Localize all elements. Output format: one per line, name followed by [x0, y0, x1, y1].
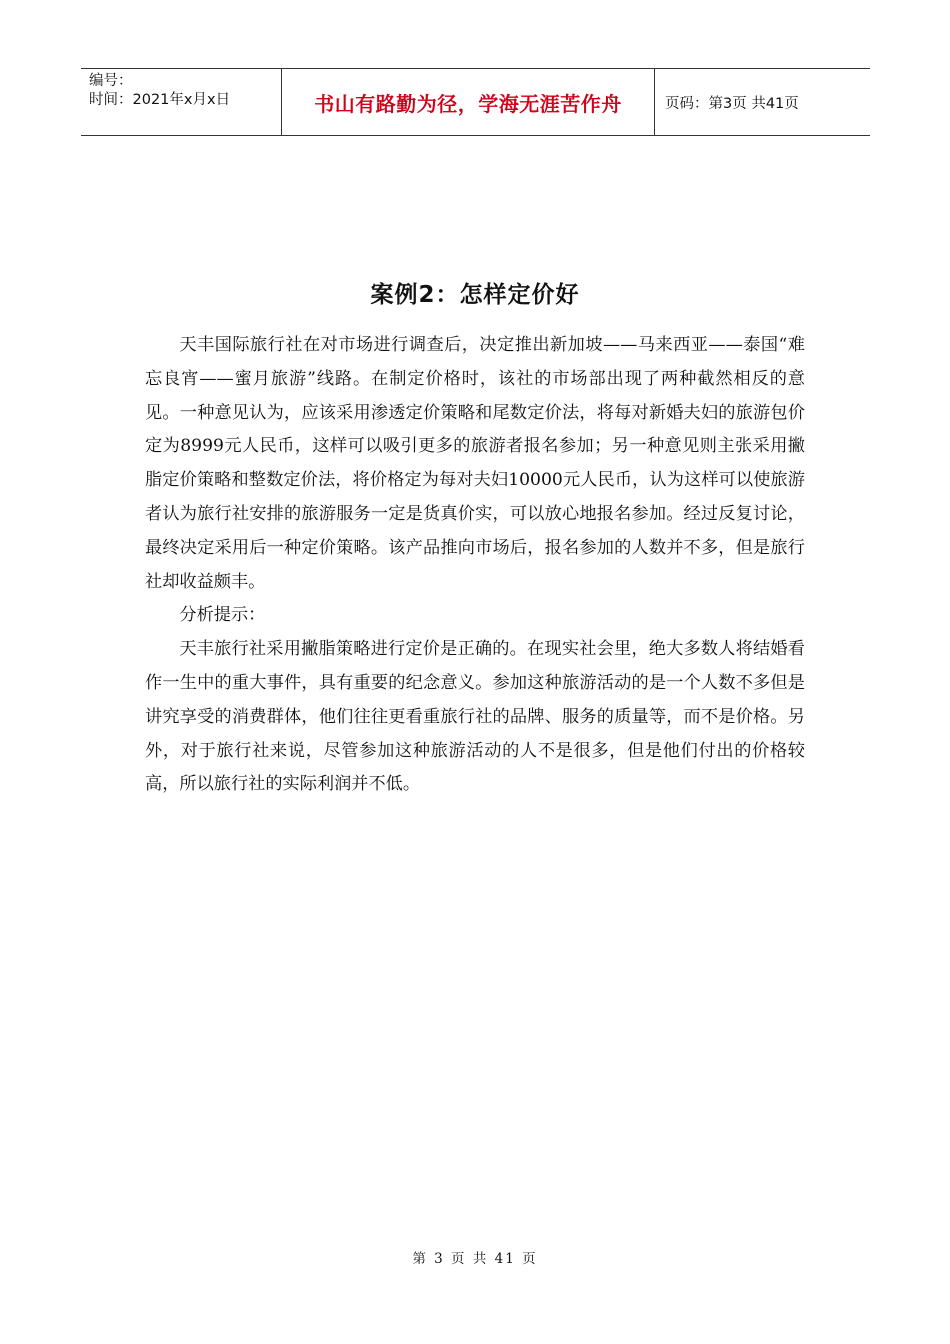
paragraph-analysis-heading: 分析提示：	[179, 605, 266, 626]
date-label: 时间：2021年x月x日	[89, 92, 231, 108]
document-title: 案例2：怎样定价好	[370, 282, 580, 308]
paragraph-analysis: 天丰旅行社采用撇脂策略进行定价是正确的。在现实社会里，绝大多数人将结婚看作一生中的重大事件，具有重要的纪念意义。参加这种旅游活动的是一个人数不多但是讲究享受的消费群体，他们往往更看重旅行社的品牌、服务的质量等，而不是价格。另外，对于旅行社来说，尽管参加这种旅游活动的人不是很多，但是他们付出的价格较高，所以旅行社的实际利润并不低。	[145, 639, 805, 795]
number-label: 编号：	[89, 73, 133, 89]
page-label: 页码：第3页 共41页	[665, 95, 799, 112]
document-body	[145, 329, 805, 802]
header-page-cell	[655, 69, 870, 135]
header-table	[81, 68, 870, 136]
page-footer: 第 3 页 共 41 页	[412, 1251, 538, 1267]
motto-text: 书山有路勤为径，学海无涯苦作舟	[314, 91, 622, 116]
header-meta-cell	[81, 69, 282, 135]
paragraph-case: 天丰国际旅行社在对市场进行调查后，决定推出新加坡——马来西亚——泰国“难忘良宵——蜜月旅游”线路。在制定价格时，该社的市场部出现了两种截然相反的意见。一种意见认为，应该采用渗透定价策略和尾数定价法，将每对新婚夫妇的旅游包价定为8999元人民币，这样可以吸引更多的旅游者报名参加；另一种意见则主张采用撇脂定价策略和整数定价法，将价格定为每对夫妇10000元人民币，认为这样可以使旅游者认为旅行社安排的旅游服务一定是货真价实，可以放心地报名参加。经过反复讨论，最终决定采用后一种定价策略。该产品推向市场后，报名参加的人数并不多，但是旅行社却收益颇丰。	[145, 335, 805, 592]
header-motto-cell	[282, 69, 655, 135]
